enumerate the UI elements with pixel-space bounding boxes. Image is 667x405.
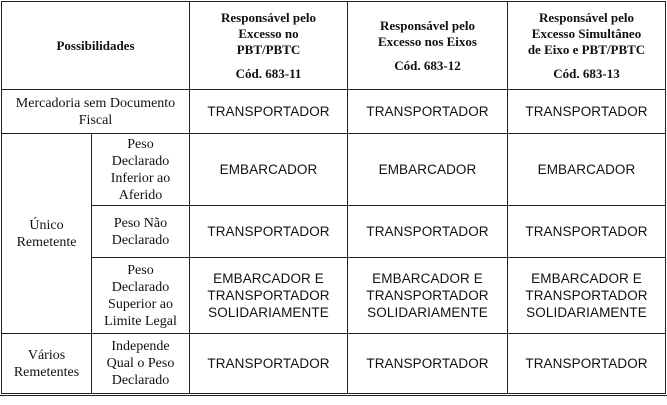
cell-superior-simultaneo <box>508 258 666 334</box>
cell-varios-simultaneo: TRANSPORTADOR <box>508 334 666 394</box>
cell-nao-declarado-eixos: TRANSPORTADOR <box>348 206 508 258</box>
header-col1-line2: Excesso no <box>238 25 299 41</box>
label-peso-inferior <box>92 134 190 206</box>
label-inferior-l4: Aferido <box>118 187 163 203</box>
cell-varios-pbt: TRANSPORTADOR <box>190 334 348 394</box>
header-col3-line3: de Eixo e PBT/PBTC <box>527 41 646 57</box>
cell-superior-pbt-line2: TRANSPORTADOR <box>207 288 330 303</box>
header-possibilidades-text: Possibilidades <box>56 37 135 53</box>
label-independe-l2: Qual o Peso <box>106 356 175 371</box>
cell-nao-declarado-simultaneo: TRANSPORTADOR <box>508 206 666 258</box>
row-varios <box>2 334 666 394</box>
cell-superior-eixos-line3: SOLIDARIAMENTE <box>367 305 488 320</box>
row-unico-superior <box>2 258 666 334</box>
header-row <box>2 2 666 90</box>
row-unico-nao-declarado <box>2 206 666 258</box>
cell-superior-eixos <box>348 258 508 334</box>
cell-superior-pbt-line1: EMBARCADOR E <box>213 271 324 286</box>
header-col-pbt <box>190 2 348 90</box>
cell-inferior-pbt: EMBARCADOR <box>190 134 348 206</box>
cell-superior-simultaneo-line1: EMBARCADOR E <box>531 271 642 286</box>
header-col-simultaneo <box>508 2 666 90</box>
header-col2-code: Cód. 683-12 <box>394 57 461 73</box>
label-varios-line2: Remetentes <box>13 364 80 380</box>
label-unico-line1: Único <box>29 217 64 233</box>
label-inferior-l1: Peso <box>127 136 154 152</box>
cell-superior-eixos-line2: TRANSPORTADOR <box>366 288 489 303</box>
cell-varios-eixos: TRANSPORTADOR <box>348 334 508 394</box>
cell-mercadoria-simultaneo: TRANSPORTADOR <box>508 90 666 134</box>
label-varios-remetentes <box>2 334 92 394</box>
header-col1-line1: Responsável pelo <box>221 9 316 25</box>
header-col3-code: Cód. 683-13 <box>553 65 620 81</box>
cell-mercadoria-pbt: TRANSPORTADOR <box>190 90 348 134</box>
responsibility-table <box>1 1 666 394</box>
cell-inferior-eixos: EMBARCADOR <box>348 134 508 206</box>
label-unico-remetente <box>2 134 92 334</box>
row-mercadoria <box>2 90 666 134</box>
label-nao-declarado-l2: Declarado <box>111 232 170 248</box>
cell-superior-simultaneo-line3: SOLIDARIAMENTE <box>526 305 647 320</box>
label-independe <box>92 334 190 394</box>
header-col2-line2: Excesso nos Eixos <box>378 33 477 49</box>
label-inferior-l2: Declarado <box>111 153 170 169</box>
label-superior-l1: Peso <box>127 262 154 278</box>
cell-superior-simultaneo-line2: TRANSPORTADOR <box>525 288 648 303</box>
cell-superior-eixos-line1: EMBARCADOR E <box>372 271 483 286</box>
row-unico-inferior <box>2 134 666 206</box>
label-nao-declarado-l1: Peso Não <box>113 215 168 231</box>
label-inferior-l3: Inferior ao <box>110 170 171 186</box>
header-col3-line1: Responsável pelo <box>539 9 634 25</box>
label-superior-l2: Declarado <box>111 279 170 295</box>
cell-inferior-simultaneo: EMBARCADOR <box>508 134 666 206</box>
header-col1-line3: PBT/PBTC <box>236 41 301 57</box>
header-col2-line1: Responsável pelo <box>380 17 475 33</box>
label-mercadoria-line1: Mercadoria sem Documento <box>15 95 176 111</box>
header-possibilidades <box>2 2 190 90</box>
cell-nao-declarado-pbt: TRANSPORTADOR <box>190 206 348 258</box>
header-col3-line2: Excesso Simultâneo <box>531 25 642 41</box>
header-col1-code: Cód. 683-11 <box>235 65 302 81</box>
cell-superior-pbt-line3: SOLIDARIAMENTE <box>208 305 329 320</box>
label-mercadoria-line2: Fiscal <box>78 112 113 128</box>
label-varios-line1: Vários <box>27 347 66 363</box>
label-superior-l3: Superior ao <box>108 296 173 312</box>
label-independe-l3: Declarado <box>111 373 170 388</box>
label-peso-nao-declarado <box>92 206 190 258</box>
label-peso-superior <box>92 258 190 334</box>
cell-superior-pbt <box>190 258 348 334</box>
header-col-eixos <box>348 2 508 90</box>
label-mercadoria <box>2 90 190 134</box>
label-unico-line2: Remetente <box>16 234 77 250</box>
cell-mercadoria-eixos: TRANSPORTADOR <box>348 90 508 134</box>
label-superior-l4: Limite Legal <box>104 313 177 329</box>
label-independe-l1: Independe <box>111 339 170 354</box>
